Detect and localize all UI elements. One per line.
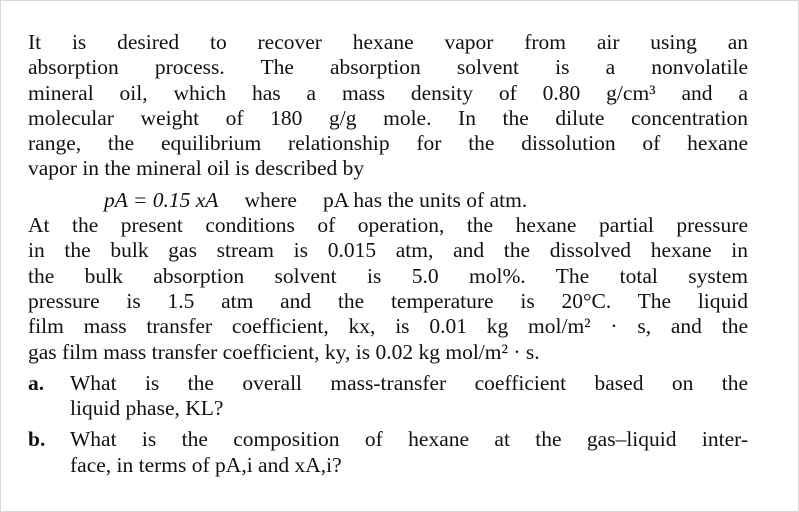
question-label: a. <box>28 370 45 395</box>
question-label: b. <box>28 427 46 452</box>
question-line: What is the composition of hexane at the gas–liquid inter- <box>70 427 748 452</box>
problem-statement <box>28 30 748 478</box>
intro-line: absorption process. The absorption solvent is a nonvolatile <box>28 55 748 80</box>
equation-where: where <box>244 187 297 212</box>
intro-line: vapor in the mineral oil is described by <box>28 156 365 181</box>
intro-line: molecular weight of 180 g/g mole. In the dilute concentration <box>28 105 748 130</box>
equation-lhs: pA = 0.15 xA <box>104 187 219 212</box>
question-line: liquid phase, KL? <box>70 396 224 421</box>
body-line: gas film mass transfer coefficient, ky, is 0.02 kg mol/m² · s. <box>28 339 540 364</box>
body-line: film mass transfer coefficient, kx, is 0.01 kg mol/m² · s, and the <box>28 314 748 339</box>
intro-line: mineral oil, which has a mass density of 0.80 g/cm³ and a <box>28 80 748 105</box>
equation-note: pA has the units of atm. <box>322 187 528 212</box>
body-line: in the bulk gas stream is 0.015 atm, and the dissolved hexane in <box>28 238 748 263</box>
question-text <box>70 427 748 478</box>
body-line: At the present conditions of operation, the hexane partial pressure <box>28 213 748 238</box>
equilibrium-equation <box>28 188 748 213</box>
question-line: What is the overall mass-transfer coefficient based on the <box>70 370 748 395</box>
question-line: face, in terms of pA,i and xA,i? <box>70 452 342 477</box>
question-text <box>70 371 748 422</box>
body-line: the bulk absorption solvent is 5.0 mol%. The total system <box>28 263 748 288</box>
question-a <box>28 371 748 422</box>
intro-line: range, the equilibrium relationship for the dissolution of hexane <box>28 131 748 156</box>
body-line: pressure is 1.5 atm and the temperature is 20°C. The liquid <box>28 288 748 313</box>
intro-line: It is desired to recover hexane vapor from air using an <box>28 30 748 54</box>
question-b <box>28 427 748 478</box>
